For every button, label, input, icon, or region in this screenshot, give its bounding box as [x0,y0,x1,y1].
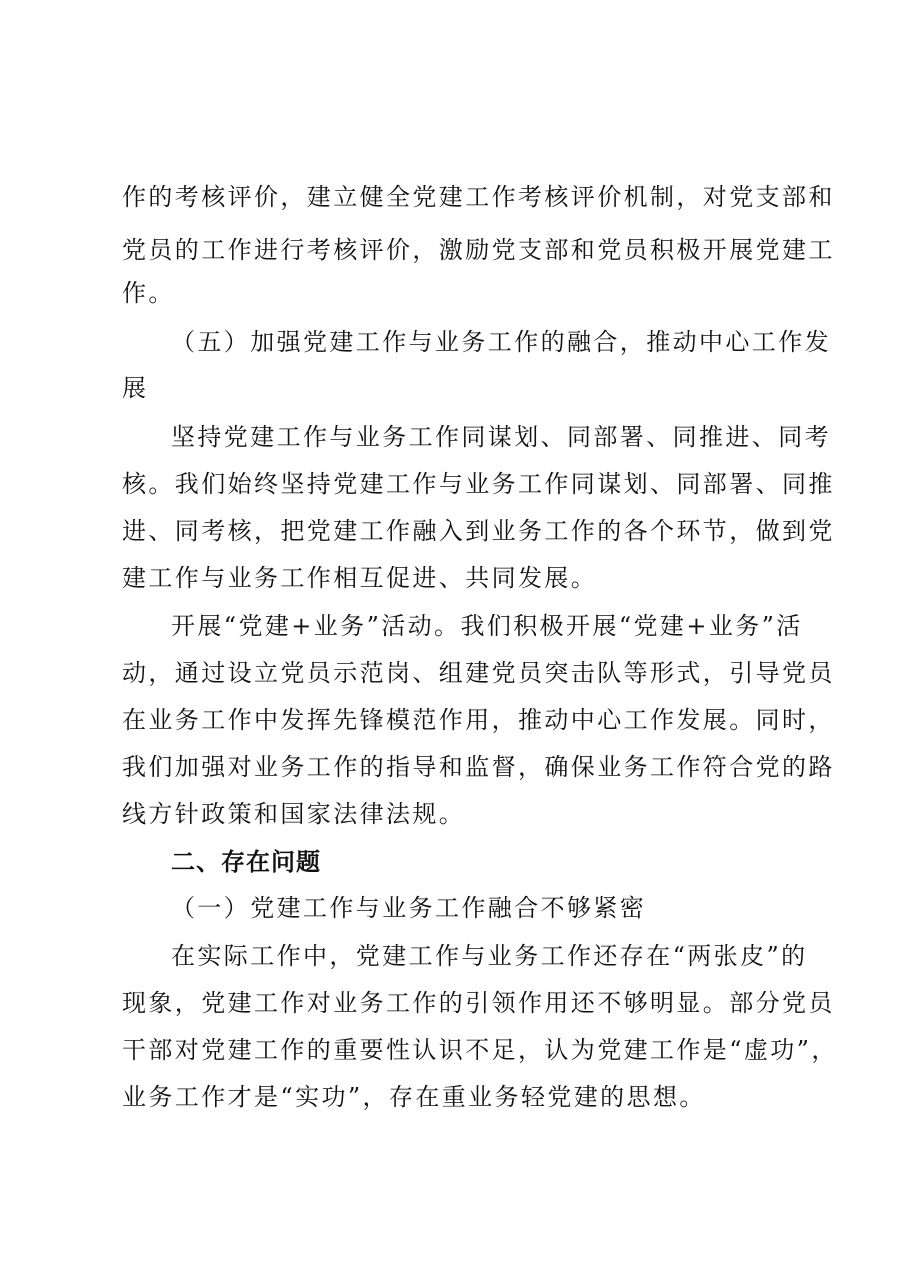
paragraph-line: 干部对党建工作的重要性认识不足，认为党建工作是“虚功”， [122,1036,838,1064]
paragraph-line: 在实际工作中，党建工作与业务工作还存在“两张皮”的 [171,942,808,970]
paragraph-line: 开展“党建+业务”活动。我们积极开展“党建+业务”活 [171,612,803,640]
paragraph-line: 坚持党建工作与业务工作同谋划、同部署、同推进、同考 [171,423,831,451]
section-heading-5-cont: 展 [122,374,149,402]
section-heading-5: （五）加强党建工作与业务工作的融合，推动中心工作发 [171,328,831,356]
paragraph-line: 建工作与业务工作相互促进、共同发展。 [122,564,598,592]
paragraph-line: 核。我们始终坚持党建工作与业务工作同谋划、同部署、同推 [122,470,835,498]
section-heading-1: （一）党建工作与业务工作融合不够紧密 [171,894,647,922]
paragraph-line: 作的考核评价，建立健全党建工作考核评价机制，对党支部和 [122,183,835,211]
paragraph-line: 业务工作才是“实功”，存在重业务轻党建的思想。 [122,1083,706,1111]
paragraph-line: 线方针政策和国家法律法规。 [122,800,466,828]
paragraph-line: 进、同考核，把党建工作融入到业务工作的各个环节，做到党 [122,517,835,545]
paragraph-line: 党员的工作进行考核评价，激励党支部和党员积极开展党建工 [122,236,835,264]
paragraph-line: 我们加强对业务工作的指导和监督，确保业务工作符合党的路 [122,753,835,781]
chapter-heading: 二、存在问题 [171,848,321,876]
paragraph-line: 在业务工作中发挥先锋模范作用，推动中心工作发展。同时， [122,706,835,734]
paragraph-line: 作。 [122,279,175,307]
paragraph-line: 动，通过设立党员示范岗、组建党员突击队等形式，引导党员 [122,659,835,687]
paragraph-line: 现象，党建工作对业务工作的引领作用还不够明显。部分党员 [122,989,835,1017]
